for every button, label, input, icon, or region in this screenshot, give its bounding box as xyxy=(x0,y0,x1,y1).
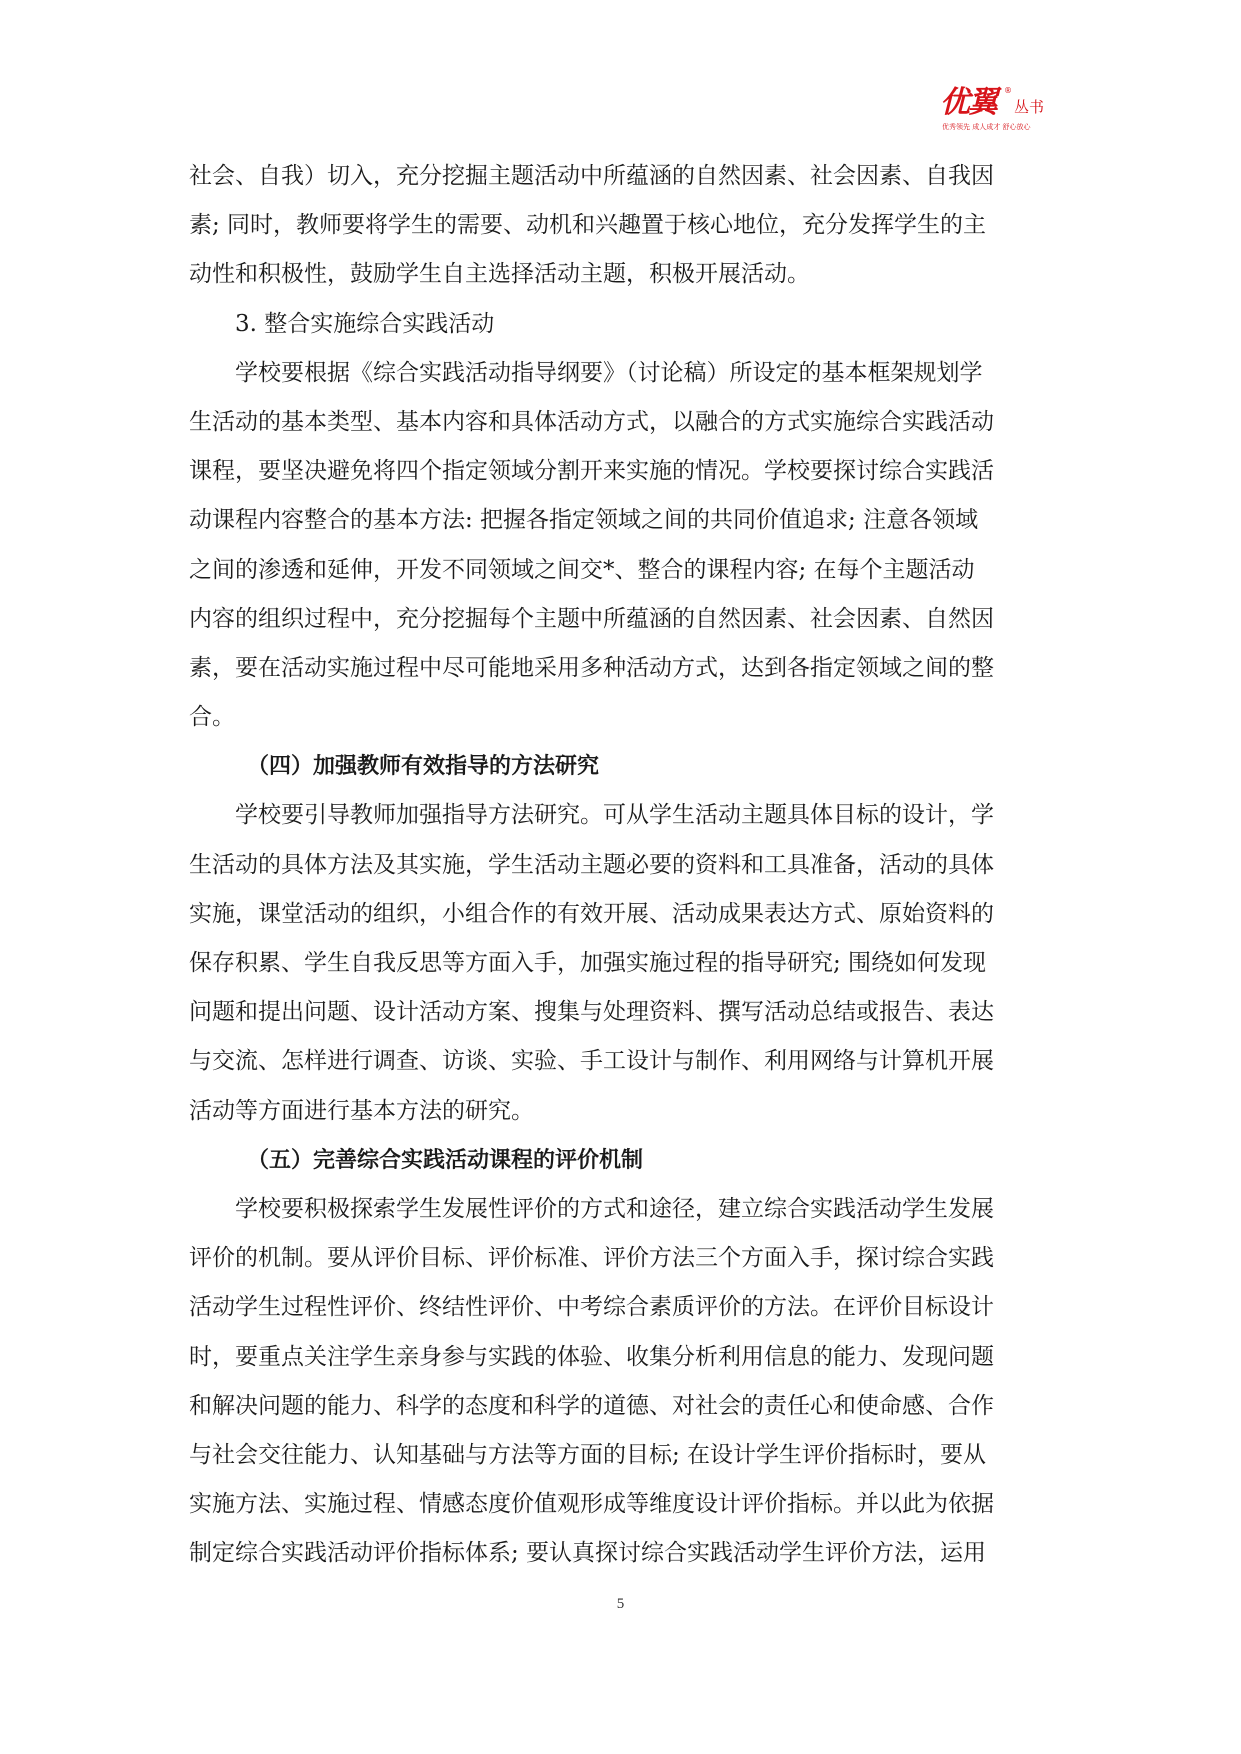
text-line: 学校要积极探索学生发展性评价的方式和途径，建立综合实践活动学生发展 xyxy=(235,1195,994,1222)
text-line: 和解决问题的能力、科学的态度和科学的道德、对社会的责任心和使命感、合作 xyxy=(189,1392,994,1419)
text-line: 活动学生过程性评价、终结性评价、中考综合素质评价的方法。在评价目标设计 xyxy=(189,1294,994,1321)
text-line: 实施方法、实施过程、情感态度价值观形成等维度设计评价指标。并以此为依据 xyxy=(189,1491,994,1518)
logo-slogan: 优秀领先 成人成才 舒心放心 xyxy=(942,123,1031,131)
text-line: 动性和积极性，鼓励学生自主选择活动主题，积极开展活动。 xyxy=(189,261,810,288)
text-line: 社会、自我）切入，充分挖掘主题活动中所蕴涵的自然因素、社会因素、自我因 xyxy=(189,163,994,189)
page-number: 5 xyxy=(616,1596,625,1612)
text-line: 问题和提出问题、设计活动方案、搜集与处理资料、撰写活动总结或报告、表达 xyxy=(189,999,994,1026)
text-line: 制定综合实践活动评价指标体系; 要认真探讨综合实践活动学生评价方法，运用 xyxy=(189,1540,987,1567)
logo-wordmark: 优翼 xyxy=(940,85,996,120)
logo-series-label: 丛书 xyxy=(1014,98,1045,116)
text-line: 课程，要坚决避免将四个指定领域分割开来实施的情况。学校要探讨综合实践活 xyxy=(189,458,994,485)
text-line: 动课程内容整合的基本方法: 把握各指定领域之间的共同价值追求; 注意各领域 xyxy=(189,507,979,534)
text-line: 素，要在活动实施过程中尽可能地采用多种活动方式，达到各指定领域之间的整 xyxy=(189,654,994,681)
publisher-logo xyxy=(940,86,1060,136)
text-line: 时，要重点关注学生亲身参与实践的体验、收集分析利用信息的能力、发现问题 xyxy=(189,1343,994,1370)
text-line: 活动等方面进行基本方法的研究。 xyxy=(189,1097,534,1124)
text-line: 与交流、怎样进行调查、访谈、实验、手工设计与制作、利用网络与计算机开展 xyxy=(189,1048,994,1075)
text-line: 内容的组织过程中，充分挖掘每个主题中所蕴涵的自然因素、社会因素、自然因 xyxy=(189,605,994,632)
registered-mark: ® xyxy=(1004,86,1012,95)
text-line: 评价的机制。要从评价目标、评价标准、评价方法三个方面入手，探讨综合实践 xyxy=(189,1245,994,1272)
text-line: 实施，课堂活动的组织，小组合作的有效开展、活动成果表达方式、原始资料的 xyxy=(189,900,994,927)
subsection-title: 3. 整合实施综合实践活动 xyxy=(235,310,495,337)
text-line: 之间的渗透和延伸，开发不同领域之间交*、整合的课程内容; 在每个主题活动 xyxy=(189,556,975,583)
text-line: 生活动的具体方法及其实施，学生活动主题必要的资料和工具准备，活动的具体 xyxy=(189,851,994,878)
text-line: 与社会交往能力、认知基础与方法等方面的目标; 在设计学生评价指标时，要从 xyxy=(189,1441,987,1468)
text-line: 保存积累、学生自我反思等方面入手，加强实施过程的指导研究; 围绕如何发现 xyxy=(189,950,987,976)
text-line: 合。 xyxy=(189,704,235,731)
text-line: 学校要引导教师加强指导方法研究。可从学生活动主题具体目标的设计，学 xyxy=(235,802,994,829)
text-line: 学校要根据《综合实践活动指导纲要》（讨论稿）所设定的基本框架规划学 xyxy=(235,359,983,386)
section-heading: （五）完善综合实践活动课程的评价机制 xyxy=(247,1147,644,1173)
text-line: 生活动的基本类型、基本内容和具体活动方式，以融合的方式实施综合实践活动 xyxy=(189,408,994,435)
text-line: 素; 同时，教师要将学生的需要、动机和兴趣置于核心地位，充分发挥学生的主 xyxy=(189,212,987,239)
body-text xyxy=(189,152,1059,1578)
section-heading: （四）加强教师有效指导的方法研究 xyxy=(247,754,600,780)
